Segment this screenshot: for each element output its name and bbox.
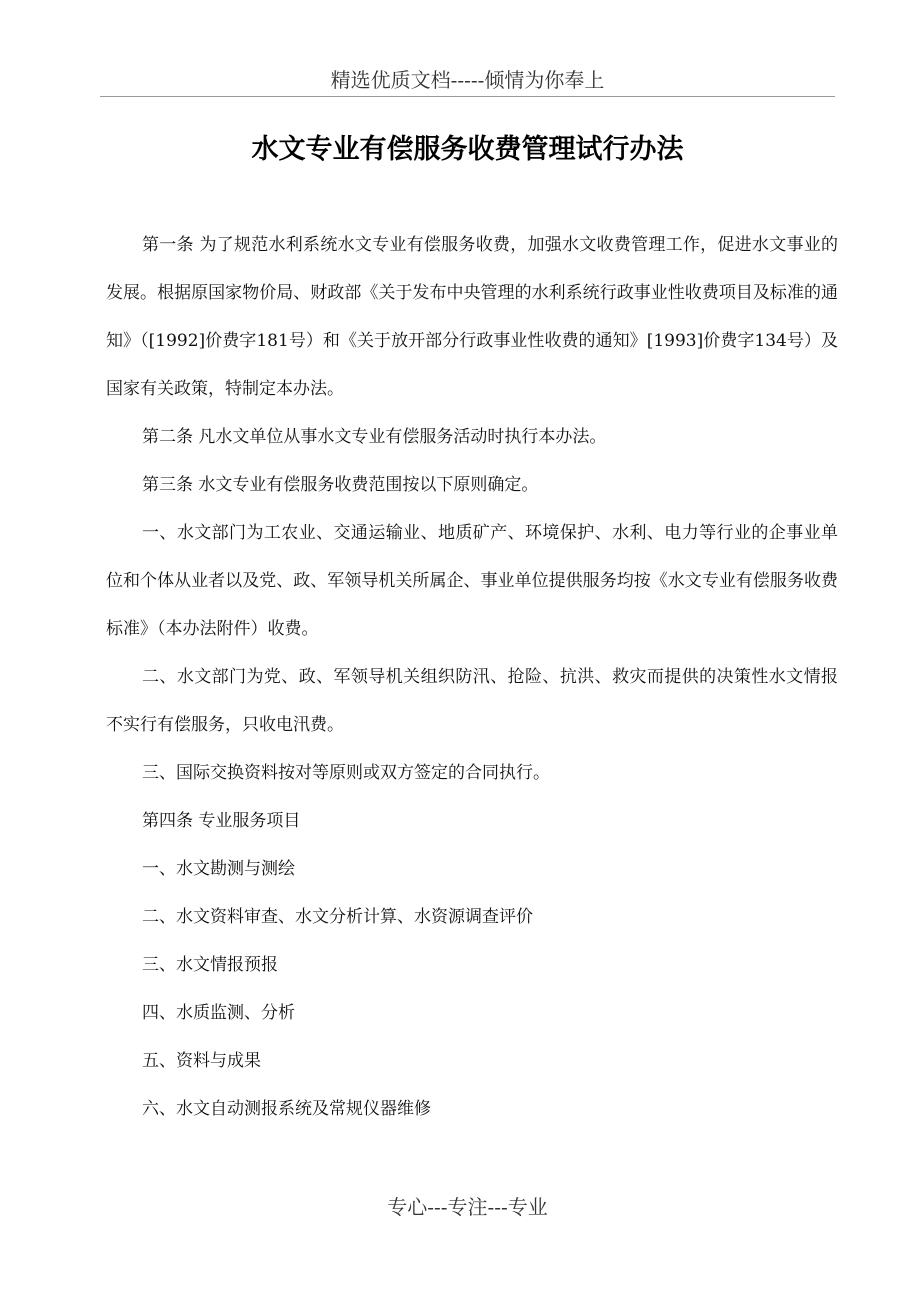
page-header: 精选优质文档-----倾情为你奉上 (330, 68, 605, 92)
list-item-service-1: 一、水文勘测与测绘 (142, 859, 295, 879)
paragraph-article-3-item-3: 三、国际交换资料按对等原则或双方签定的合同执行。 (142, 763, 550, 783)
paragraph-article-3: 第三条 水文专业有偿服务收费范围按以下原则确定。 (142, 475, 539, 495)
paragraph-article-4: 第四条 专业服务项目 (142, 811, 301, 831)
list-item-service-4: 四、水质监测、分析 (142, 1003, 295, 1023)
header-divider (100, 96, 835, 97)
document-body (106, 221, 838, 1133)
list-item-service-2: 二、水文资料审查、水文分析计算、水资源调查评价 (142, 907, 533, 927)
page-footer: 专心---专注---专业 (387, 1195, 548, 1219)
document-title: 水文专业有偿服务收费管理试行办法 (251, 134, 684, 165)
list-item-service-6: 六、水文自动测报系统及常规仪器维修 (142, 1099, 431, 1119)
list-item-service-3: 三、水文情报预报 (142, 955, 278, 975)
list-item-service-5: 五、资料与成果 (142, 1051, 261, 1071)
paragraph-article-1: 第一条 为了规范水利系统水文专业有偿服务收费，加强水文收费管理工作，促进水文事业的发展。根据原国家物价局、财政部《关于发布中央管理的水利系统行政事业性收费项目及标准的通知》（[1992]价费字181号）和《关于放开部分行政事业性收费的通知》[1993]价费字134号）及国家有关政策，特制定本办法。 (106, 235, 838, 399)
paragraph-article-3-item-2: 二、水文部门为党、政、军领导机关组织防汛、抢险、抗洪、救灾而提供的决策性水文情报不实行有偿服务，只收电汛费。 (106, 667, 838, 735)
paragraph-article-3-item-1: 一、水文部门为工农业、交通运输业、地质矿产、环境保护、水利、电力等行业的企事业单位和个体从业者以及党、政、军领导机关所属企、事业单位提供服务均按《水文专业有偿服务收费标准》（本办法附件）收费。 (106, 523, 838, 639)
paragraph-article-2: 第二条 凡水文单位从事水文专业有偿服务活动时执行本办法。 (142, 427, 607, 447)
